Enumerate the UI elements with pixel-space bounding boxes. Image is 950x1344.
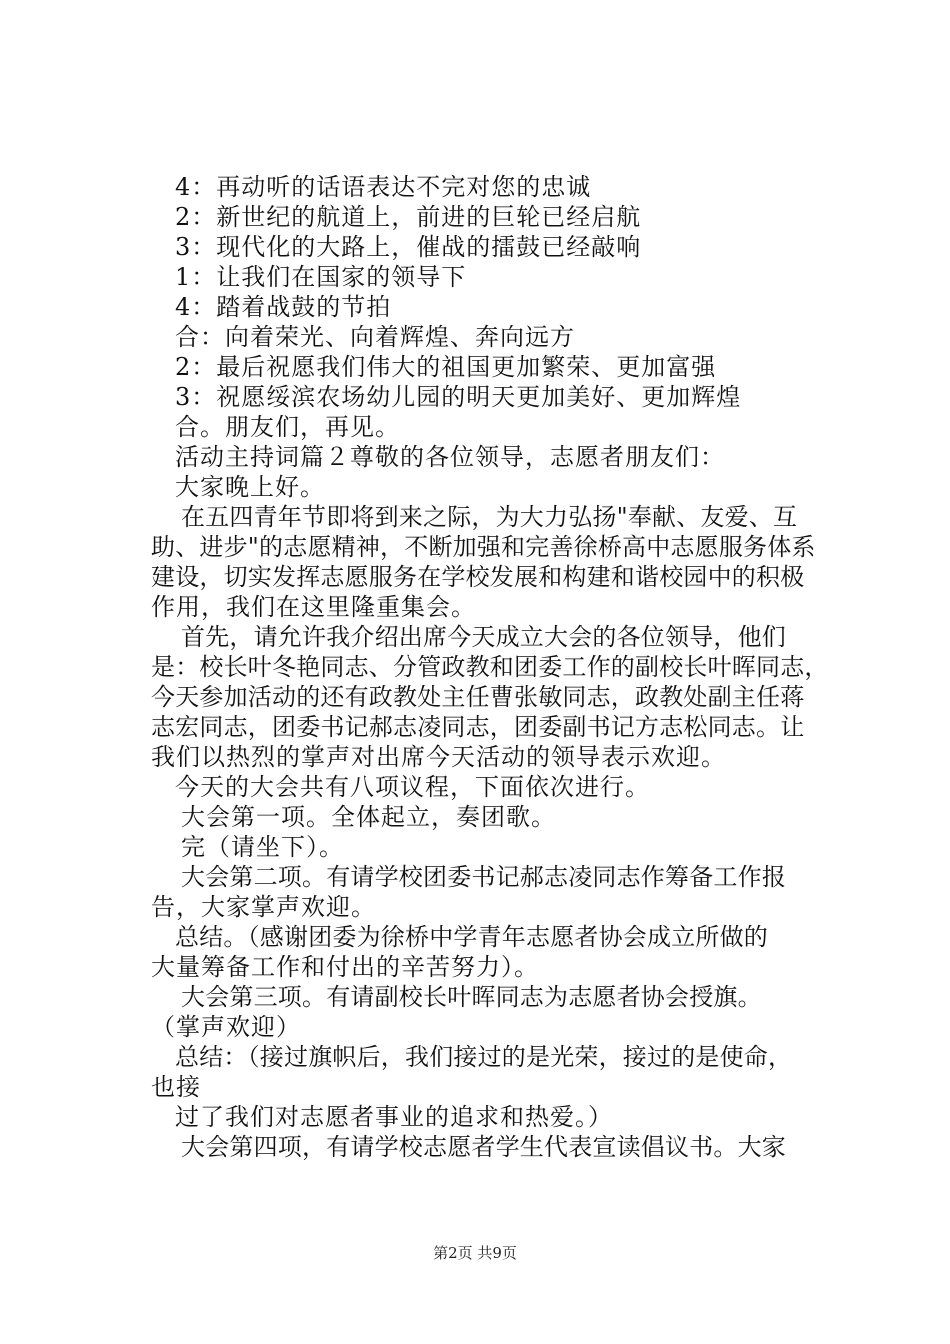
text-line: 活动主持词篇２尊敬的各位领导，志愿者朋友们： xyxy=(175,443,725,471)
text-line: 大家晚上好。 xyxy=(175,473,325,501)
page-footer xyxy=(0,1243,950,1263)
text-line: 大量筹备工作和付出的辛苦努力）。 xyxy=(151,953,539,981)
text-line: 总结：（接过旗帜后，我们接过的是光荣，接过的是使命， xyxy=(175,1043,793,1071)
text-line: （掌声欢迎） xyxy=(151,1013,301,1041)
text-line: 过了我们对志愿者事业的追求和热爱。） xyxy=(175,1103,613,1131)
text-line: 今天参加活动的还有政教处主任曹张敏同志，政教处副主任蒋 xyxy=(151,683,805,711)
text-line: 告，大家掌声欢迎。 xyxy=(151,893,376,921)
document-body xyxy=(151,172,841,1162)
text-line: 2：最后祝愿我们伟大的祖国更加繁荣、更加富强 xyxy=(175,353,717,381)
text-line: 4：再动听的话语表达不完对您的忠诚 xyxy=(175,173,592,201)
text-line: 我们以热烈的掌声对出席今天活动的领导表示欢迎。 xyxy=(151,743,726,771)
text-line: 助、进步"的志愿精神，不断加强和完善徐桥高中志愿服务体系 xyxy=(151,533,816,561)
text-line: 1：让我们在国家的领导下 xyxy=(175,263,467,291)
text-line: 志宏同志，团委书记郝志凌同志，团委副书记方志松同志。让 xyxy=(151,713,805,741)
text-line: 大会第四项，有请学校志愿者学生代表宣读倡议书。大家 xyxy=(181,1133,786,1161)
text-line: 总结。（感谢团委为徐桥中学青年志愿者协会成立所做的 xyxy=(175,923,768,951)
text-line: 4：踏着战鼓的节拍 xyxy=(175,293,392,321)
page-number: 第2页 共9页 xyxy=(433,1244,517,1262)
text-line: 大会第二项。有请学校团委书记郝志凌同志作筹备工作报 xyxy=(181,863,786,891)
text-line: 2：新世纪的航道上，前进的巨轮已经启航 xyxy=(175,203,642,231)
text-line: 3：祝愿绥滨农场幼儿园的明天更加美好、更加辉煌 xyxy=(175,383,742,411)
text-line: 3：现代化的大路上，催战的擂鼓已经敲响 xyxy=(175,233,642,261)
text-line: 大会第一项。全体起立，奏团歌。 xyxy=(181,803,556,831)
text-line: 是：校长叶冬艳同志、分管政教和团委工作的副校长叶晖同志， xyxy=(151,653,829,681)
text-line: 首先，请允许我介绍出席今天成立大会的各位领导，他们 xyxy=(181,623,786,651)
text-line: 在五四青年节即将到来之际，为大力弘扬"奉献、友爱、互 xyxy=(181,503,798,531)
text-line: 也接 xyxy=(151,1073,201,1101)
text-line: 作用，我们在这里隆重集会。 xyxy=(151,593,476,621)
text-line: 今天的大会共有八项议程，下面依次进行。 xyxy=(175,773,650,801)
text-line: 大会第三项。有请副校长叶晖同志为志愿者协会授旗。 xyxy=(181,983,762,1011)
text-line: 合。朋友们，再见。 xyxy=(175,413,400,441)
text-line: 完（请坐下）。 xyxy=(181,833,344,861)
text-line: 建设，切实发挥志愿服务在学校发展和构建和谐校园中的积极 xyxy=(151,563,805,591)
text-line: 合：向着荣光、向着辉煌、奔向远方 xyxy=(175,323,575,351)
